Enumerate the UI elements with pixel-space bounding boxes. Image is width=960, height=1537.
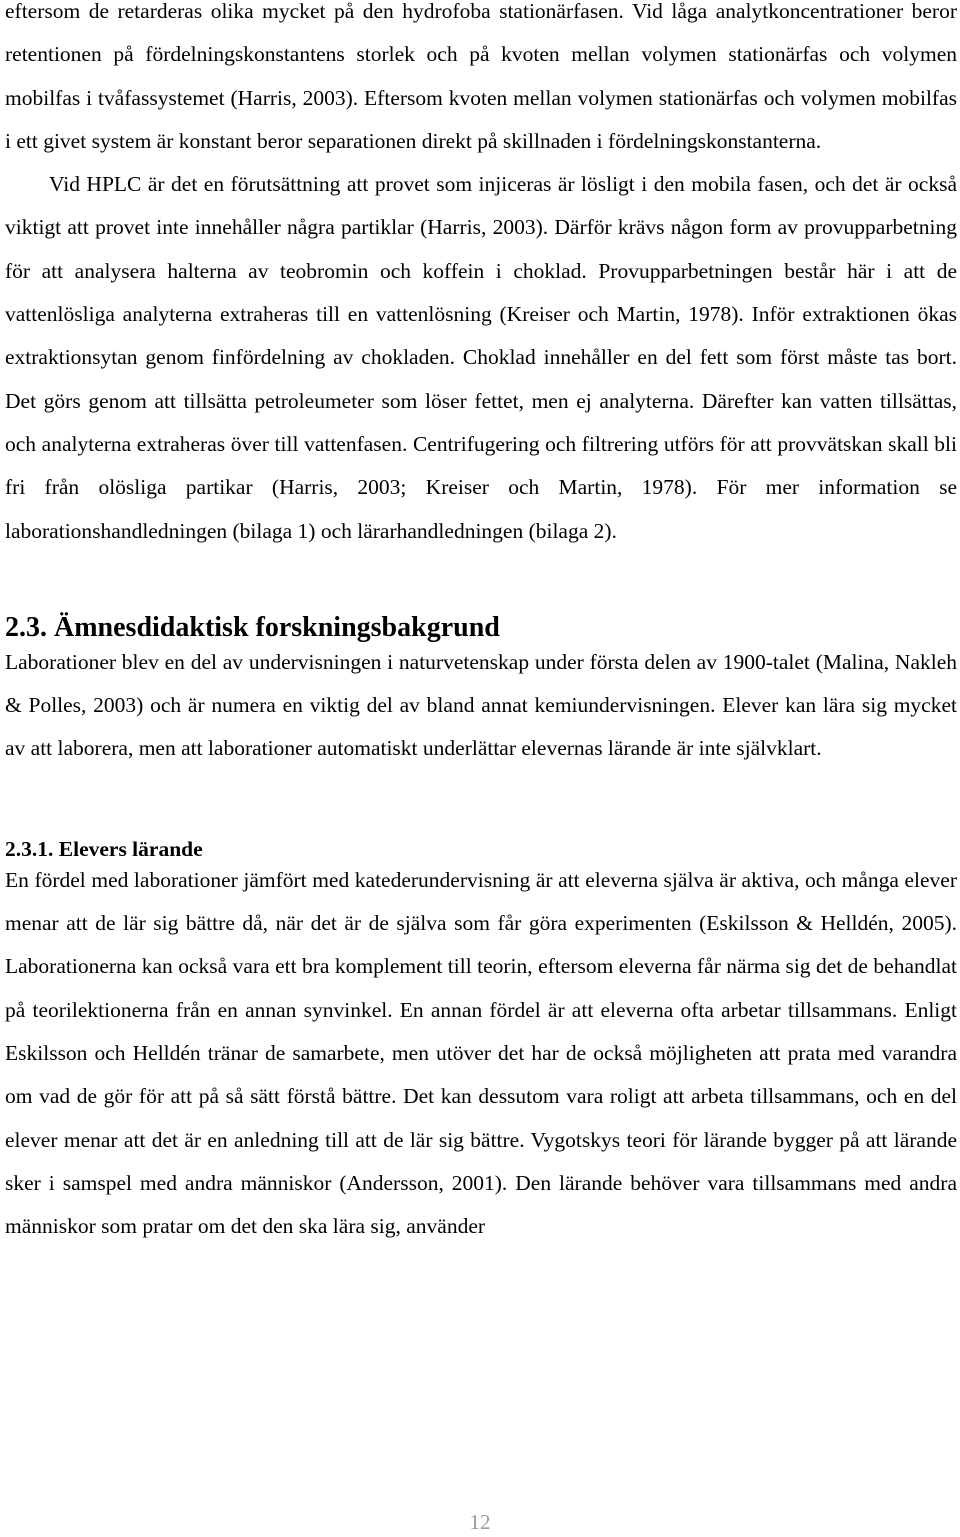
paragraph-student-learning: En fördel med laborationer jämfört med katederundervisning är att eleverna själva är aktiva, och många elever menar att de lär sig bättre då, när det är de själva som får göra experimenten (Eskilsson & Helldén, 2005). Laborationerna kan också vara ett bra komplement till teorin, eftersom eleverna får närma sig det de behandlat på teorilektionerna från en annan synvinkel. En annan fördel är att eleverna ofta arbetar tillsammans. Enligt Eskilsson och Helldén tränar de samarbete, men utöver det har de också möjligheten att prata med varandra om vad de gör för att på så sätt förstå bättre. Det kan dessutom vara roligt att arbeta tillsammans, och en del elever menar att det är en anledning till att de lär sig bättre. Vygotskys teori för lärande bygger på att lärande sker i samspel med andra människor (Andersson, 2001). Den lärande behöver vara tillsammans med andra människor som pratar om det den ska lära sig, använder — [5, 867, 957, 1239]
section-heading-2-3-1: 2.3.1. Elevers lärande — [5, 836, 203, 861]
document-page — [5, 0, 957, 1248]
section-heading-2-3: 2.3. Ämnesdidaktisk forskningsbakgrund — [5, 611, 500, 643]
paragraph-hplc-retention: eftersom de retarderas olika mycket på den hydrofoba stationärfasen. Vid låga analytkoncentrationer beror retentionen på fördelningskonstantens storlek och på kvoten mellan volymen stationärfas och volymen mobilfas i tvåfassystemet (Harris, 2003). Eftersom kvoten mellan volymen stationärfas och volymen mobilfas i ett givet system är konstant beror separationen direkt på skillnaden i fördelningskonstanterna. — [5, 0, 957, 153]
paragraph-sample-preparation: Vid HPLC är det en förutsättning att provet som injiceras är lösligt i den mobila fasen, och det är också viktigt att provet inte innehåller några partiklar (Harris, 2003). Därför krävs någon form av provupparbetning för att analysera halterna av teobromin och koffein i choklad. Provupparbetningen består här i att de vattenlösliga analyterna extraheras till en vattenlösning (Kreiser och Martin, 1978). Inför extraktionen ökas extraktionsytan genom finfördelning av chokladen. Choklad innehåller en del fett som först måste tas bort. Det görs genom att tillsätta petroleumeter som löser fettet, men ej analyterna. Därefter kan vatten tillsättas, och analyterna extraheras över till vattenfasen. Centrifugering och filtrering utförs för att provvätskan skall bli fri från olösliga partikar (Harris, 2003; Kreiser och Martin, 1978). För mer information se laborationshandledningen (bilaga 1) och lärarhandledningen (bilaga 2). — [5, 172, 957, 543]
page-number: 12 — [469, 1510, 491, 1534]
paragraph-laboratory-background: Laborationer blev en del av undervisningen i naturvetenskap under första delen av 1900-talet (Malina, Nakleh & Polles, 2003) och är numera en viktig del av bland annat kemiundervisningen. Elever kan lära sig mycket av att laborera, men att laborationer automatiskt underlättar elevernas lärande är inte självklart. — [5, 649, 957, 761]
